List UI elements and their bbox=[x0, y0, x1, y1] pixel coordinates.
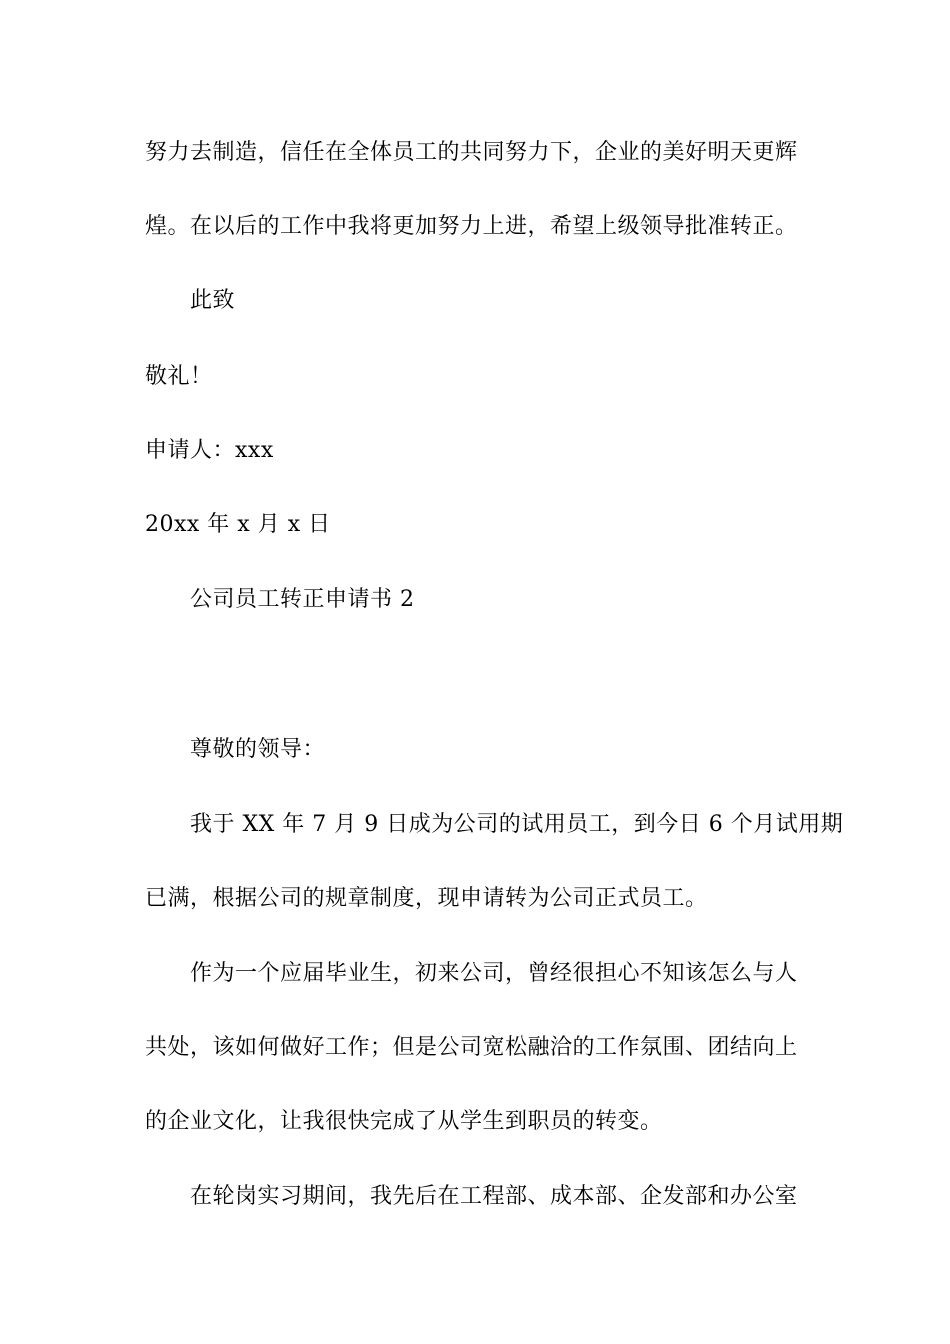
body-text-line: 已满，根据公司的规章制度，现申请转为公司正式员工。 bbox=[145, 886, 708, 911]
body-text-line: 我于 XX 年 7 月 9 日成为公司的试用员工，到今日 6 个月试用期 bbox=[190, 812, 844, 837]
signature-date: 20xx 年 x 月 x 日 bbox=[145, 512, 331, 537]
closing-phrase: 此致 bbox=[190, 288, 236, 313]
greeting: 尊敬的领导： bbox=[190, 737, 326, 762]
applicant-signature: 申请人：xxx bbox=[145, 438, 274, 463]
section-title: 公司员工转正申请书 2 bbox=[190, 587, 415, 612]
body-text-line: 作为一个应届毕业生，初来公司，曾经很担心不知该怎么与人 bbox=[190, 961, 798, 986]
body-text-line: 努力去制造，信任在全体员工的共同努力下，企业的美好明天更辉 bbox=[145, 140, 798, 165]
body-text-line: 共处，该如何做好工作；但是公司宽松融洽的工作氛围、团结向上 bbox=[145, 1035, 798, 1060]
body-text-line: 在轮岗实习期间，我先后在工程部、成本部、企发部和办公室 bbox=[190, 1184, 798, 1209]
body-text-line: 的企业文化，让我很快完成了从学生到职员的转变。 bbox=[145, 1109, 663, 1134]
salutation-closing: 敬礼！ bbox=[145, 364, 213, 389]
body-text-line: 煌。在以后的工作中我将更加努力上进，希望上级领导批准转正。 bbox=[145, 214, 798, 239]
